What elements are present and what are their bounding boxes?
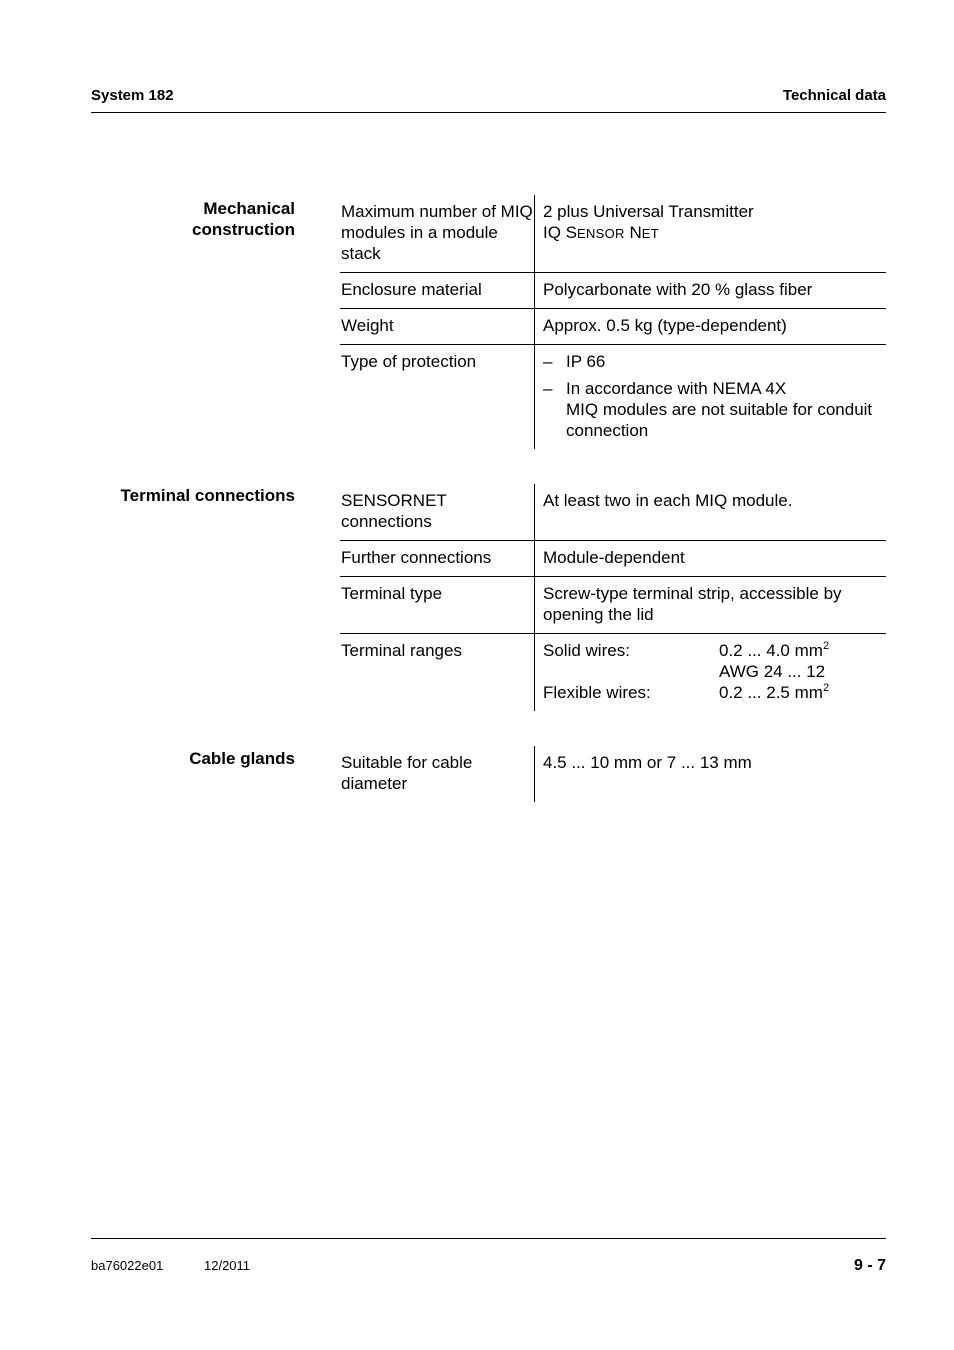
- table-row: [340, 746, 886, 802]
- page-footer: [91, 1238, 886, 1278]
- spec-label: Type of protection: [341, 352, 477, 371]
- table-row: [340, 577, 886, 634]
- spec-label: Enclosure material: [341, 280, 482, 299]
- header-title: System 182: [91, 87, 174, 104]
- spec-table: [340, 195, 886, 449]
- section-title: Mechanical construction: [192, 199, 295, 239]
- list-item: – In accordance with NEMA 4X MIQ modules are not suitable for conduit connection: [543, 379, 873, 440]
- spec-table: [340, 484, 886, 711]
- spec-value: 2 plus Universal Transmitter IQ SENSOR NET: [534, 195, 886, 272]
- page-header: [91, 87, 886, 113]
- spec-value: Module-dependent: [534, 541, 886, 576]
- spec-label: SENSORNET connections: [341, 491, 447, 531]
- document-date: 12/2011: [204, 1258, 251, 1273]
- header-chapter: Technical data: [782, 87, 886, 104]
- spec-value: Solid wires: 0.2 ... 4.0 $mm^2$ AWG 24 ... 12 Flexible wires: 0.2 ... 2.5 $mm^2$: [534, 634, 886, 711]
- table-row: [340, 634, 886, 711]
- spec-label: Further connections: [341, 548, 492, 567]
- spec-label: Maximum number of MIQ modules in a module stack: [341, 202, 533, 263]
- spec-value: At least two in each MIQ module.: [534, 484, 886, 540]
- document-number: ba76022e01: [91, 1258, 164, 1273]
- page-number: 9 - 7: [853, 1257, 886, 1274]
- spec-table: [340, 746, 886, 802]
- spec-value: Approx. 0.5 kg (type-dependent): [534, 309, 886, 344]
- table-row: [340, 541, 886, 577]
- spec-value: 4.5 ... 10 mm or 7 ... 13 mm: [534, 746, 886, 802]
- spec-value: Screw-type terminal strip, accessible by opening the lid: [534, 577, 886, 633]
- table-row: [340, 345, 886, 449]
- list-item: – IP 66: [543, 352, 606, 371]
- spec-value: [534, 345, 886, 449]
- table-row: [340, 484, 886, 541]
- table-row: [340, 273, 886, 309]
- spec-label: Terminal type: [341, 584, 443, 603]
- spec-value: Polycarbonate with 20 % glass fiber: [534, 273, 886, 308]
- spec-label: Terminal ranges: [341, 641, 462, 660]
- spec-label: Weight: [341, 316, 394, 335]
- section-title: Cable glands: [189, 749, 295, 768]
- table-row: [340, 309, 886, 345]
- section-title: Terminal connections: [120, 486, 295, 505]
- table-row: [340, 195, 886, 273]
- spec-label: Suitable for cable diameter: [341, 753, 473, 793]
